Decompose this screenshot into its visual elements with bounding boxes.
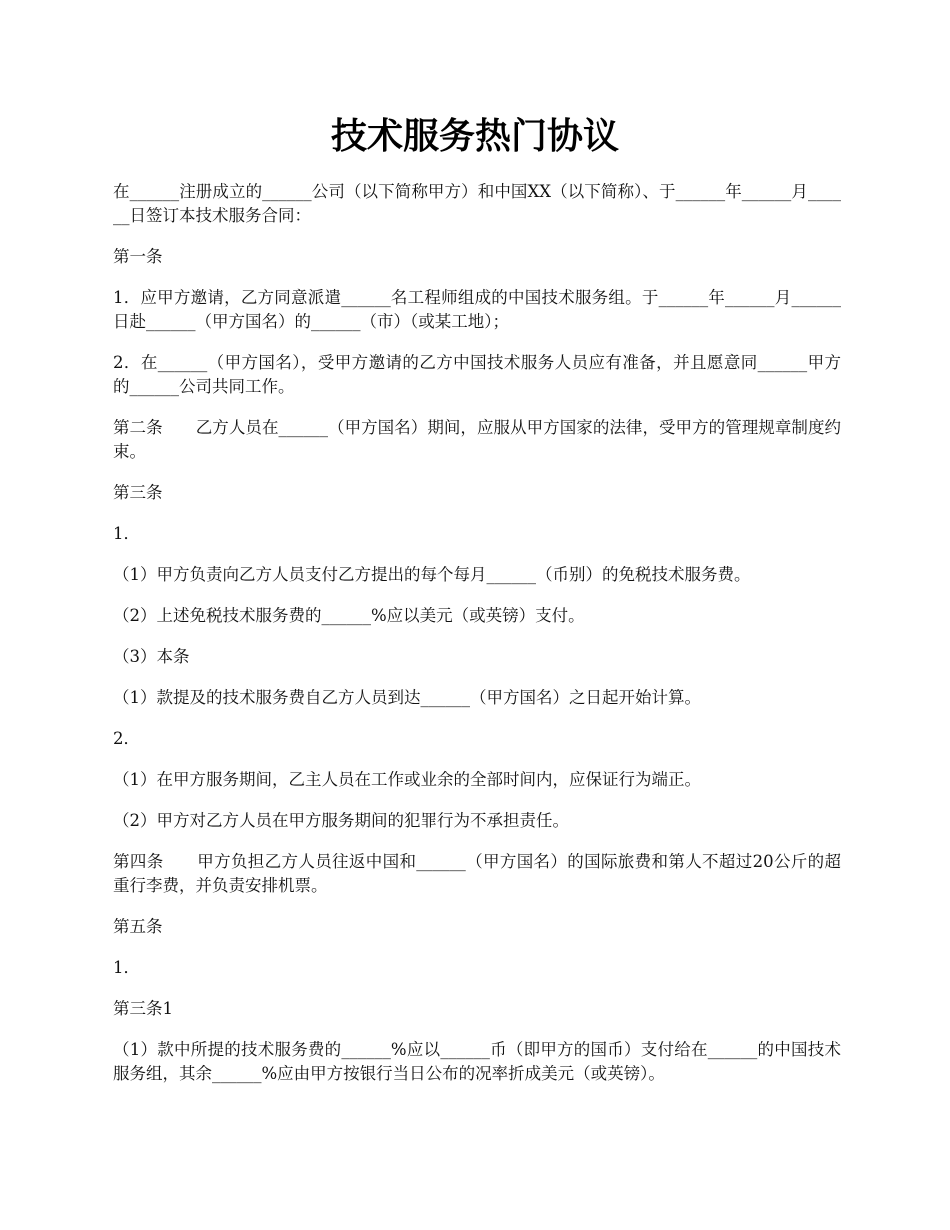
- intro-paragraph: 在______注册成立的______公司（以下简称甲方）和中国XX（以下简称）、于______年______月______日签订本技术服务合同：: [113, 182, 841, 225]
- article-2: 第二条 乙方人员在______（甲方国名）期间，应服从甲方国家的法律，受甲方的管理规章制度约束。: [113, 418, 841, 461]
- article-5-item-1: （1）款中所提的技术服务费的______%应以______币（即甲方的国币）支付给在______的中国技术服务组，其余______%应由甲方按银行当日公布的况率折成美元（或英镑）。: [113, 1040, 841, 1083]
- article-3-clause-2: 2．: [113, 729, 140, 748]
- article-1-heading: 第一条: [113, 247, 163, 266]
- article-4: 第四条 甲方负担乙方人员往返中国和______（甲方国名）的国际旅费和第人不超过20公斤的超重行李费，并负责安排机票。: [113, 852, 841, 895]
- article-3-item-2: （2）上述免税技术服务费的______%应以美元（或英镑）支付。: [113, 606, 585, 625]
- article-5-reference: 第三条1: [113, 999, 173, 1018]
- article-3-item-1b: （1）款提及的技术服务费自乙方人员到达______（甲方国名）之日起开始计算。: [113, 688, 701, 707]
- article-5-heading: 第五条: [113, 917, 163, 936]
- article-1-clause-1: 1．应甲方邀请，乙方同意派遣______名工程师组成的中国技术服务组。于______年______月______日赴______（甲方国名）的______（市）（或某工地）；: [113, 288, 841, 331]
- article-3-clause-2-item-2: （2）甲方对乙方人员在甲方服务期间的犯罪行为不承担责任。: [113, 811, 569, 830]
- article-3-clause-2-item-1: （1）在甲方服务期间，乙主人员在工作或业余的全部时间内，应保证行为端正。: [113, 770, 701, 789]
- article-5-clause-1: 1．: [113, 958, 140, 977]
- article-3-clause-1: 1．: [113, 524, 140, 543]
- document-title: 技术服务热门协议: [330, 115, 619, 157]
- article-3-item-3: （3）本条: [113, 647, 190, 666]
- article-3-item-1: （1）甲方负责向乙方人员支付乙方提出的每个每月______（币别）的免税技术服务费。: [113, 565, 751, 584]
- article-3-heading: 第三条: [113, 483, 163, 502]
- article-1-clause-2: 2．在______（甲方国名），受甲方邀请的乙方中国技术服务人员应有准备，并且愿意同______甲方的______公司共同工作。: [113, 353, 841, 396]
- document-body: [113, 180, 841, 1103]
